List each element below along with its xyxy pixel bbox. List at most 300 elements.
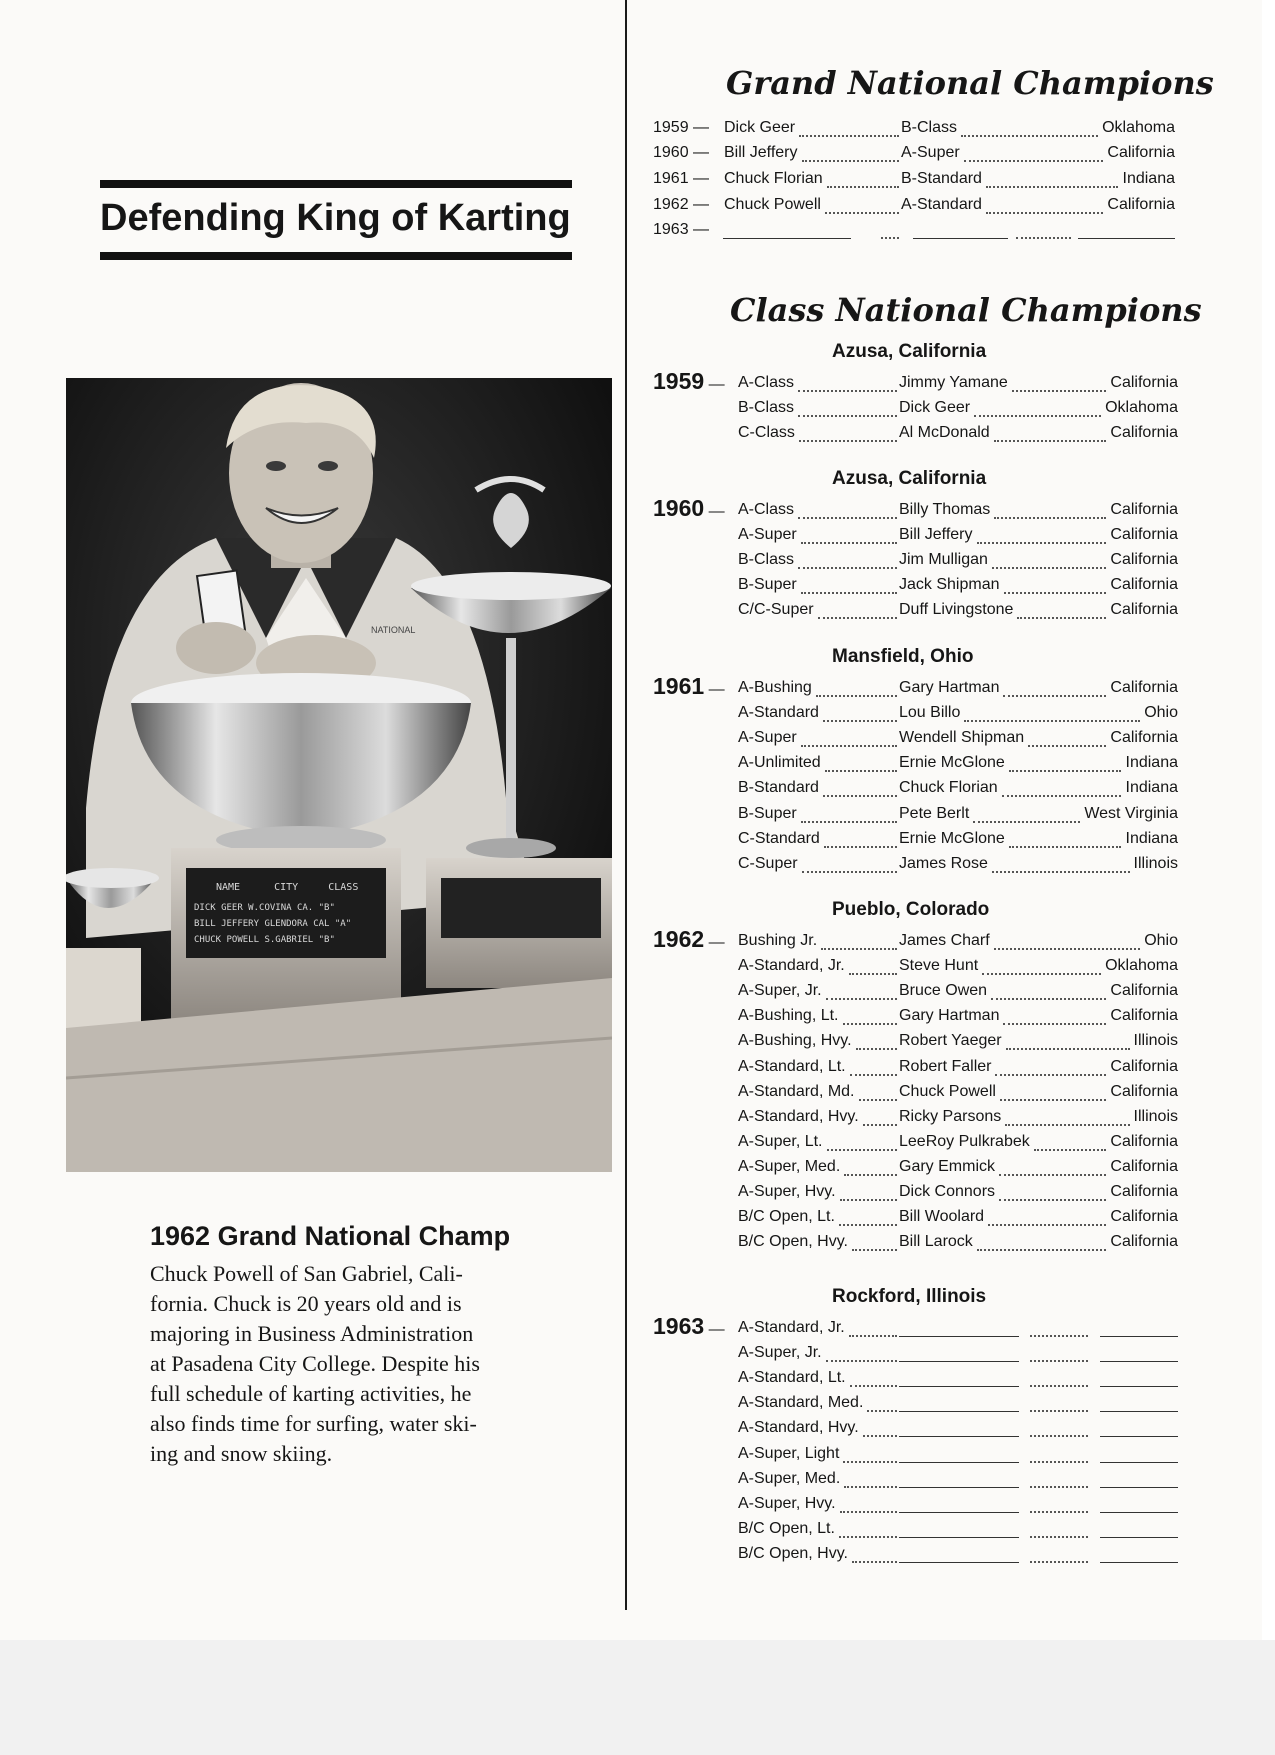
kart-class: A-Super — [738, 526, 797, 543]
class-champion-row — [738, 1369, 1178, 1394]
driver-name: Bruce Owen — [899, 982, 988, 999]
kart-class: C/C-Super — [738, 601, 814, 618]
dot-leader — [1002, 795, 1121, 797]
dot-leader — [992, 871, 1130, 873]
champion-name: Dick Geer — [724, 119, 796, 136]
dot-leader — [799, 135, 899, 137]
driver-state: Ohio — [1144, 932, 1178, 949]
driver-state: West Virginia — [1084, 805, 1178, 822]
plaque-line: CHUCK POWELL S.GABRIEL "B" — [194, 935, 335, 945]
grand-champion-row — [653, 144, 1175, 169]
champion-name: Bill Jeffery — [724, 144, 798, 161]
class-champion-row — [738, 1233, 1178, 1258]
grand-champion-row — [653, 170, 1175, 195]
blank-line — [899, 1562, 1019, 1563]
dot-leader — [802, 871, 897, 873]
season-year-label: 1959 — [653, 368, 705, 394]
driver-state: California — [1110, 1133, 1178, 1150]
champion-class: A-Standard — [901, 196, 982, 213]
blank-line — [1100, 1537, 1178, 1538]
class-champion-row — [738, 576, 1178, 601]
blank-line — [913, 238, 1008, 239]
dot-leader — [801, 821, 897, 823]
caption-line: also finds time for surfing, water ski- — [150, 1411, 477, 1436]
scan-margin — [0, 1640, 1275, 1755]
dot-leader — [1034, 1149, 1106, 1151]
driver-state: Illinois — [1133, 1108, 1178, 1125]
driver-name: Pete Berlt — [899, 805, 970, 822]
kart-class: A-Standard, Jr. — [738, 1319, 845, 1336]
driver-state: California — [1110, 551, 1178, 568]
dot-leader — [995, 1074, 1106, 1076]
dot-leader — [982, 973, 1101, 975]
driver-state: California — [1110, 424, 1178, 441]
season-year — [653, 495, 725, 522]
driver-name: Ernie McGlone — [899, 830, 1005, 847]
caption-title: 1962 Grand National Champ — [150, 1221, 511, 1251]
kart-class: C-Standard — [738, 830, 820, 847]
dot-leader — [988, 1224, 1106, 1226]
dot-leader — [994, 440, 1106, 442]
dot-leader — [827, 186, 899, 188]
dot-leader — [825, 770, 897, 772]
dot-leader — [999, 1174, 1106, 1176]
kart-class: B/C Open, Hvy. — [738, 1233, 848, 1250]
kart-class: A-Standard, Hvy. — [738, 1419, 859, 1436]
driver-name: Jimmy Yamane — [899, 374, 1008, 391]
plaque-line: BILL JEFFERY GLENDORA CAL "A" — [194, 919, 352, 929]
dot-leader — [798, 415, 897, 417]
dot-leader — [986, 212, 1103, 214]
champion-year: 1962 — — [653, 196, 710, 213]
dot-leader — [821, 948, 897, 950]
dot-leader — [863, 1124, 897, 1126]
dot-leader — [852, 1561, 897, 1563]
driver-state: California — [1110, 1158, 1178, 1175]
blank-line — [1100, 1361, 1178, 1362]
driver-state: California — [1110, 526, 1178, 543]
driver-name: Jim Mulligan — [899, 551, 988, 568]
caption-line: Chuck Powell of San Gabriel, Cali- — [150, 1261, 463, 1286]
kart-class: A-Super, Lt. — [738, 1133, 823, 1150]
race-location: Azusa, California — [832, 341, 987, 362]
blank-line — [899, 1512, 1019, 1513]
driver-name: Dick Geer — [899, 399, 971, 416]
dot-leader — [1005, 1124, 1130, 1126]
blank-line — [1100, 1487, 1178, 1488]
year-dash: — — [704, 376, 725, 393]
dot-leader — [867, 1410, 897, 1412]
dot-leader — [849, 973, 897, 975]
driver-name: LeeRoy Pulkrabek — [899, 1133, 1030, 1150]
dot-leader — [1012, 390, 1106, 392]
kart-class: A-Class — [738, 501, 795, 518]
kart-class: A-Super, Hvy. — [738, 1183, 836, 1200]
class-champion-row — [738, 424, 1178, 449]
class-champion-row — [738, 374, 1178, 399]
champion-state: Oklahoma — [1102, 119, 1175, 136]
class-champion-row — [738, 501, 1178, 526]
class-champion-row — [738, 1083, 1178, 1108]
kart-class: A-Super, Med. — [738, 1158, 841, 1175]
caption-line: ing and snow skiing. — [150, 1441, 333, 1466]
driver-state: Illinois — [1133, 1032, 1178, 1049]
dot-leader — [1003, 695, 1106, 697]
dot-leader — [850, 1074, 897, 1076]
champion-state: Indiana — [1122, 170, 1175, 187]
class-champion-row — [738, 982, 1178, 1007]
champion-state: California — [1107, 196, 1175, 213]
kart-class: A-Unlimited — [738, 754, 821, 771]
dot-leader — [856, 1048, 897, 1050]
driver-name: Robert Yaeger — [899, 1032, 1002, 1049]
driver-state: California — [1110, 501, 1178, 518]
year-dash: — — [704, 1321, 725, 1338]
dot-leader — [1028, 745, 1106, 747]
driver-state: Oklahoma — [1105, 399, 1178, 416]
blank-line — [723, 238, 851, 239]
champion-year: 1963 — — [653, 221, 710, 238]
champion-name: Chuck Florian — [724, 170, 823, 187]
driver-state: California — [1110, 1007, 1178, 1024]
kart-class: A-Super, Light — [738, 1445, 840, 1462]
kart-class: A-Super, Hvy. — [738, 1495, 836, 1512]
driver-name: Gary Hartman — [899, 679, 1000, 696]
dot-leader — [840, 1511, 897, 1513]
dot-leader — [994, 517, 1106, 519]
dot-leader — [1004, 592, 1106, 594]
dot-leader — [801, 592, 897, 594]
season-year-label: 1962 — [653, 926, 705, 952]
headline-rule-top — [100, 180, 572, 188]
class-champion-row — [738, 754, 1178, 779]
class-champion-row — [738, 1344, 1178, 1369]
dot-leader — [850, 1385, 897, 1387]
driver-state: Oklahoma — [1105, 957, 1178, 974]
race-location: Mansfield, Ohio — [832, 646, 974, 667]
dot-leader — [1017, 617, 1106, 619]
driver-state: California — [1110, 729, 1178, 746]
jacket-lettering: NATIONAL — [371, 625, 416, 635]
blank-line — [1100, 1562, 1178, 1563]
race-location: Azusa, California — [832, 468, 987, 489]
headline: Defending King of Karting — [100, 197, 571, 239]
driver-state: Ohio — [1144, 704, 1178, 721]
blank-line — [1100, 1436, 1178, 1437]
champion-class: B-Standard — [901, 170, 982, 187]
dot-leader — [849, 1335, 897, 1337]
kart-class: B/C Open, Hvy. — [738, 1545, 848, 1562]
plaque-line: DICK GEER W.COVINA CA. "B" — [194, 903, 335, 913]
blank-line — [899, 1411, 1019, 1412]
caption-body — [150, 1259, 530, 1469]
dot-leader — [823, 795, 897, 797]
season-year-label: 1960 — [653, 495, 705, 521]
class-champion-row — [738, 679, 1178, 704]
blank-line — [1100, 1512, 1178, 1513]
driver-name: Bill Larock — [899, 1233, 973, 1250]
dot-leader — [973, 821, 1080, 823]
class-champion-row — [738, 399, 1178, 424]
kart-class: A-Bushing, Lt. — [738, 1007, 839, 1024]
class-champion-row — [738, 932, 1178, 957]
driver-name: Gary Emmick — [899, 1158, 995, 1175]
kart-class: A-Bushing, Hvy. — [738, 1032, 852, 1049]
dot-leader — [801, 745, 897, 747]
kart-class: C-Class — [738, 424, 795, 441]
dot-leader — [824, 846, 897, 848]
driver-state: California — [1110, 576, 1178, 593]
kart-class: A-Super, Jr. — [738, 1344, 822, 1361]
driver-state: Indiana — [1125, 754, 1178, 771]
dot-leader — [859, 1099, 897, 1101]
caption-line: full schedule of karting activities, he — [150, 1381, 472, 1406]
year-dash: — — [704, 934, 725, 951]
dot-leader — [816, 695, 897, 697]
dot-leader — [1006, 1048, 1130, 1050]
dot-leader — [839, 1536, 897, 1538]
class-champion-row — [738, 729, 1178, 754]
class-champion-row — [738, 1208, 1178, 1233]
driver-state: California — [1110, 601, 1178, 618]
dot-leader — [843, 1023, 897, 1025]
plaque-header: NAME CITY CLASS — [216, 882, 359, 893]
dot-leader — [801, 542, 897, 544]
driver-name: Chuck Florian — [899, 779, 998, 796]
kart-class: C-Super — [738, 855, 798, 872]
class-champion-row — [738, 1394, 1178, 1419]
class-champion-row — [738, 1495, 1178, 1520]
kart-class: A-Standard, Lt. — [738, 1058, 846, 1075]
kart-class: A-Standard, Hvy. — [738, 1108, 859, 1125]
dot-leader — [1030, 1435, 1088, 1437]
class-champion-row — [738, 1108, 1178, 1133]
dot-leader — [826, 1360, 897, 1362]
dot-leader — [1003, 1023, 1106, 1025]
driver-state: California — [1110, 1083, 1178, 1100]
dot-leader — [977, 1249, 1106, 1251]
kart-class: A-Standard, Med. — [738, 1394, 864, 1411]
dot-leader — [999, 1199, 1106, 1201]
driver-state: Illinois — [1133, 855, 1178, 872]
kart-class: Bushing Jr. — [738, 932, 818, 949]
class-champion-row — [738, 805, 1178, 830]
driver-name: Billy Thomas — [899, 501, 991, 518]
driver-state: California — [1110, 982, 1178, 999]
dot-leader — [798, 390, 897, 392]
dot-leader — [1030, 1536, 1088, 1538]
blank-line — [899, 1361, 1019, 1362]
class-champion-row — [738, 526, 1178, 551]
driver-name: Dick Connors — [899, 1183, 996, 1200]
class-champion-row — [738, 1007, 1178, 1032]
driver-name: James Charf — [899, 932, 990, 949]
driver-name: Chuck Powell — [899, 1083, 996, 1100]
dot-leader — [852, 1249, 897, 1251]
driver-state: California — [1110, 1208, 1178, 1225]
dot-leader — [1016, 237, 1071, 239]
dot-leader — [827, 1149, 897, 1151]
class-champion-row — [738, 551, 1178, 576]
dot-leader — [1009, 846, 1121, 848]
kart-class: A-Super — [738, 729, 797, 746]
dot-leader — [1030, 1561, 1088, 1563]
class-champion-row — [738, 601, 1178, 626]
dot-leader — [844, 1486, 897, 1488]
champion-class: B-Class — [901, 119, 958, 136]
season-year — [653, 1313, 725, 1340]
dot-leader — [977, 542, 1106, 544]
dot-leader — [1030, 1511, 1088, 1513]
class-champion-row — [738, 1445, 1178, 1470]
blank-line — [1078, 238, 1175, 239]
dot-leader — [826, 998, 897, 1000]
dot-leader — [994, 948, 1140, 950]
class-champion-row — [738, 1470, 1178, 1495]
champion-state: California — [1107, 144, 1175, 161]
driver-name: Gary Hartman — [899, 1007, 1000, 1024]
kart-class: A-Standard, Md. — [738, 1083, 855, 1100]
driver-state: California — [1110, 1183, 1178, 1200]
season-year-label: 1961 — [653, 673, 705, 699]
dot-leader — [992, 567, 1106, 569]
class-champion-row — [738, 1133, 1178, 1158]
kart-class: B-Class — [738, 399, 795, 416]
dot-leader — [1030, 1335, 1088, 1337]
dot-leader — [839, 1224, 897, 1226]
kart-class: A-Class — [738, 374, 795, 391]
driver-state: California — [1110, 1058, 1178, 1075]
driver-name: Robert Faller — [899, 1058, 992, 1075]
blank-line — [899, 1537, 1019, 1538]
driver-name: James Rose — [899, 855, 988, 872]
dot-leader — [798, 567, 897, 569]
driver-name: Steve Hunt — [899, 957, 979, 974]
class-champion-row — [738, 1319, 1178, 1344]
dot-leader — [986, 186, 1118, 188]
dot-leader — [991, 998, 1106, 1000]
kart-class: A-Super, Med. — [738, 1470, 841, 1487]
dot-leader — [825, 212, 899, 214]
driver-state: Indiana — [1125, 779, 1178, 796]
dot-leader — [964, 160, 1103, 162]
dot-leader — [1030, 1486, 1088, 1488]
champion-year: 1959 — — [653, 119, 710, 136]
dot-leader — [840, 1199, 897, 1201]
class-national-title: Class National Champions — [730, 291, 1202, 329]
dot-leader — [1030, 1360, 1088, 1362]
dot-leader — [863, 1435, 897, 1437]
kart-class: A-Bushing — [738, 679, 812, 696]
headline-rule-bottom — [100, 252, 572, 260]
dot-leader — [1030, 1461, 1088, 1463]
blank-line — [899, 1336, 1019, 1337]
class-champion-row — [738, 704, 1178, 729]
dot-leader — [844, 1174, 897, 1176]
blank-line — [899, 1386, 1019, 1387]
kart-class: B-Class — [738, 551, 795, 568]
race-location: Pueblo, Colorado — [832, 899, 990, 920]
dot-leader — [818, 617, 897, 619]
year-dash: — — [704, 681, 725, 698]
dot-leader — [1030, 1385, 1088, 1387]
dot-leader — [1009, 770, 1121, 772]
driver-name: Lou Billo — [899, 704, 961, 721]
blank-line — [1100, 1386, 1178, 1387]
class-champion-row — [738, 1183, 1178, 1208]
dot-leader — [802, 160, 899, 162]
driver-name: Bill Woolard — [899, 1208, 985, 1225]
class-champion-row — [738, 957, 1178, 982]
kart-class: A-Standard, Jr. — [738, 957, 845, 974]
champion-photo — [66, 378, 612, 1172]
kart-class: A-Super, Jr. — [738, 982, 822, 999]
grand-champion-row — [653, 119, 1175, 144]
dot-leader — [961, 135, 1098, 137]
driver-state: California — [1110, 679, 1178, 696]
blank-line — [899, 1436, 1019, 1437]
kart-class: B/C Open, Lt. — [738, 1520, 835, 1537]
kart-class: B-Super — [738, 576, 797, 593]
kart-class: B-Super — [738, 805, 797, 822]
column-divider — [625, 0, 627, 1610]
driver-name: Bill Jeffery — [899, 526, 973, 543]
dot-leader — [843, 1461, 897, 1463]
grand-champion-row — [653, 221, 1175, 246]
dot-leader — [974, 415, 1101, 417]
blank-line — [899, 1462, 1019, 1463]
dot-leader — [1030, 1410, 1088, 1412]
kart-class: A-Standard, Lt. — [738, 1369, 846, 1386]
dot-leader — [798, 517, 897, 519]
race-location: Rockford, Illinois — [832, 1286, 987, 1307]
champion-year: 1960 — — [653, 144, 710, 161]
kart-class: B-Standard — [738, 779, 819, 796]
caption-line: at Pasadena City College. Despite his — [150, 1351, 480, 1376]
season-year — [653, 926, 725, 953]
driver-name: Ricky Parsons — [899, 1108, 1002, 1125]
driver-name: Jack Shipman — [899, 576, 1000, 593]
season-year — [653, 368, 725, 395]
driver-name: Wendell Shipman — [899, 729, 1025, 746]
champion-name: Chuck Powell — [724, 196, 821, 213]
grand-national-title: Grand National Champions — [726, 64, 1214, 102]
class-champion-row — [738, 1058, 1178, 1083]
driver-state: California — [1110, 374, 1178, 391]
kart-class: A-Standard — [738, 704, 819, 721]
dot-leader — [799, 440, 897, 442]
blank-line — [1100, 1411, 1178, 1412]
class-champion-row — [738, 1520, 1178, 1545]
class-champion-row — [738, 1419, 1178, 1444]
class-champion-row — [738, 779, 1178, 804]
season-year — [653, 673, 725, 700]
year-dash: — — [704, 503, 725, 520]
class-champion-row — [738, 1545, 1178, 1570]
blank-line — [1100, 1336, 1178, 1337]
champion-class: A-Super — [901, 144, 960, 161]
grand-champion-row — [653, 196, 1175, 221]
kart-class: B/C Open, Lt. — [738, 1208, 835, 1225]
driver-state: California — [1110, 1233, 1178, 1250]
class-champion-row — [738, 855, 1178, 880]
dot-leader — [823, 720, 897, 722]
driver-name: Ernie McGlone — [899, 754, 1005, 771]
driver-name: Duff Livingstone — [899, 601, 1014, 618]
dot-leader — [1000, 1099, 1106, 1101]
champion-year: 1961 — — [653, 170, 710, 187]
driver-state: Indiana — [1125, 830, 1178, 847]
